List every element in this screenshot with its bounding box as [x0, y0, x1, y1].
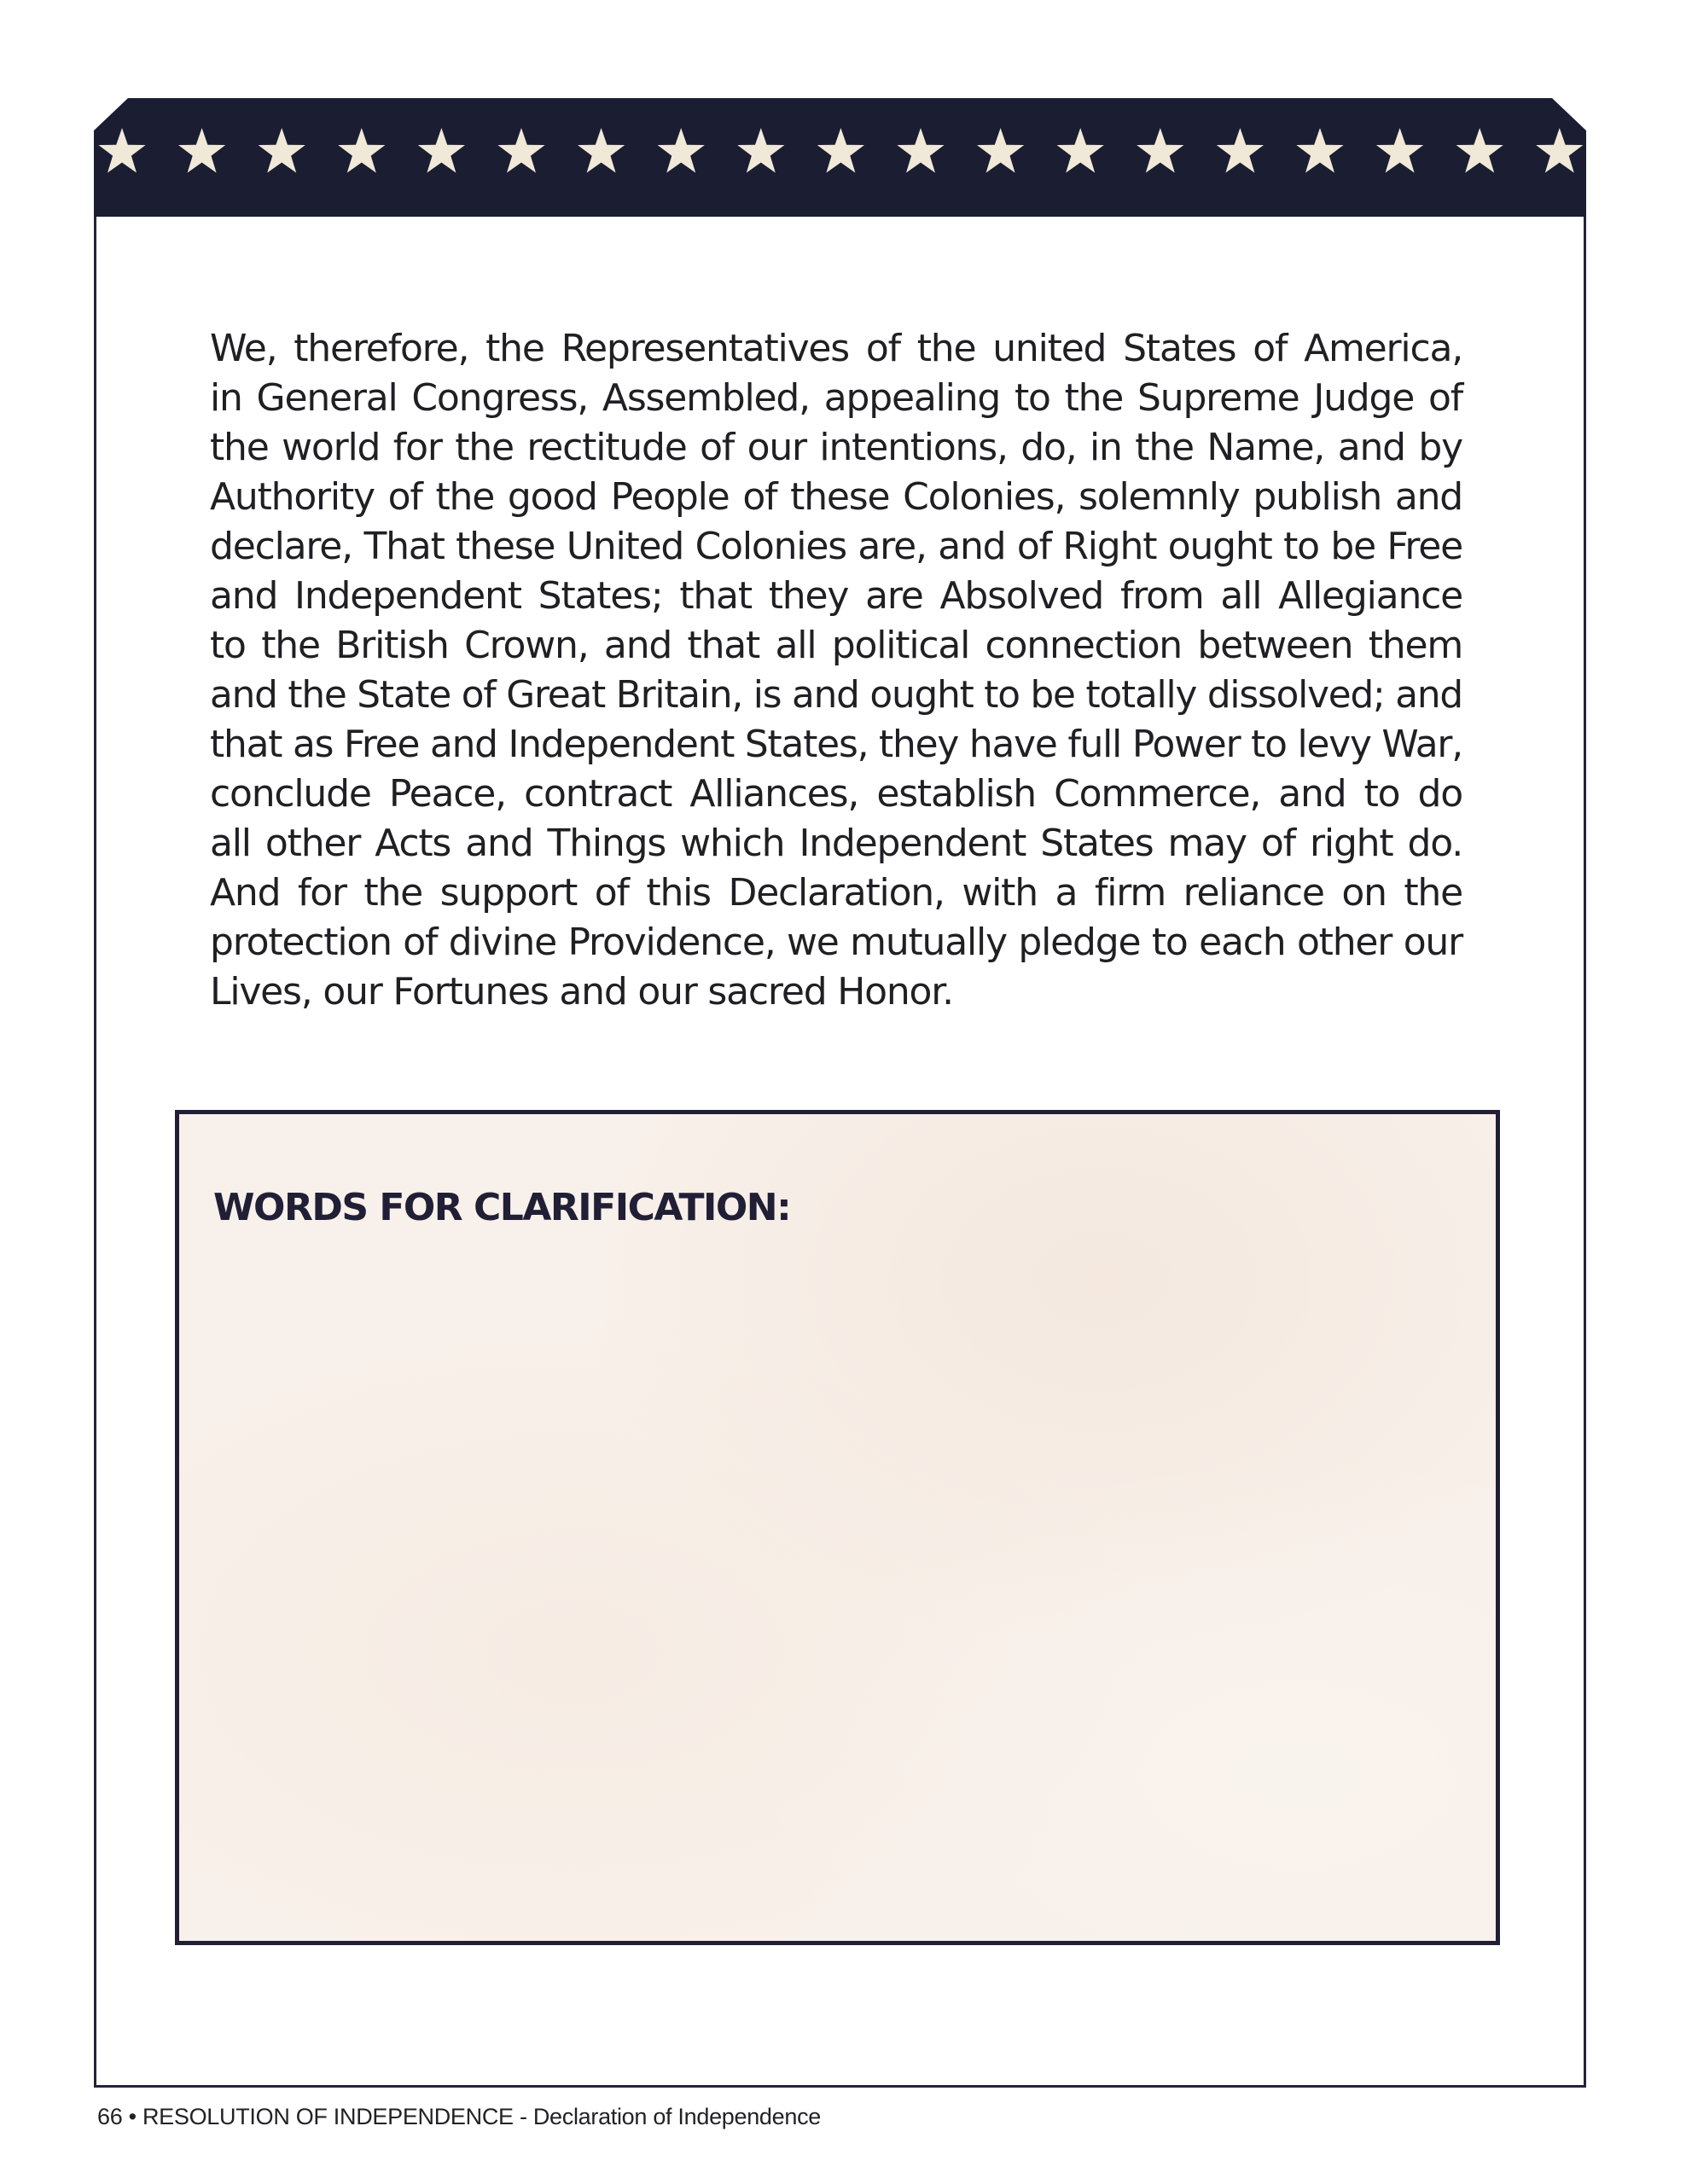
paragraph-line: all other Acts and Things which Independent States may of right do.: [210, 822, 1462, 865]
star-icon: [897, 128, 944, 173]
stars-row: [94, 98, 1586, 217]
paragraph-line: to the British Crown, and that all political connection between them: [210, 624, 1462, 667]
star-icon: [977, 128, 1024, 173]
star-icon: [418, 128, 465, 173]
star-icon: [1376, 128, 1423, 173]
star-icon: [1217, 128, 1264, 173]
paragraph-line: Authority of the good People of these Colonies, solemnly publish and: [210, 475, 1462, 519]
star-banner: [94, 98, 1586, 217]
star-icon: [1296, 128, 1343, 173]
paragraph-line: and Independent States; that they are Absolved from all Allegiance: [210, 574, 1462, 618]
words-box-heading: WORDS FOR CLARIFICATION:: [213, 1186, 791, 1229]
paragraph-line: declare, That these United Colonies are, and of Right ought to be Free: [210, 525, 1462, 568]
paragraph-line: the world for the rectitude of our intentions, do, in the Name, and by: [210, 426, 1462, 469]
star-icon: [1536, 128, 1583, 173]
star-icon: [338, 128, 385, 173]
star-icon: [259, 128, 305, 173]
star-icon: [178, 128, 225, 173]
paragraph-line: Lives, our Fortunes and our sacred Honor.: [210, 970, 953, 1014]
paragraph-line: in General Congress, Assembled, appealing to the Supreme Judge of: [210, 376, 1462, 420]
star-icon: [737, 128, 784, 173]
star-icon: [497, 128, 544, 173]
page-footer: 66 • RESOLUTION OF INDEPENDENCE - Declaration of Independence: [97, 2104, 821, 2129]
paragraph-line: protection of divine Providence, we mutually pledge to each other our: [210, 921, 1462, 964]
star-icon: [1137, 128, 1183, 173]
star-icon: [1456, 128, 1503, 173]
star-icon: [817, 128, 864, 173]
star-icon: [578, 128, 625, 173]
star-icon: [658, 128, 705, 173]
paragraph-line: and the State of Great Britain, is and ought to be totally dissolved; and: [210, 673, 1462, 717]
declaration-paragraph: [210, 324, 1464, 1017]
paragraph-line: We, therefore, the Representatives of the united States of America,: [210, 327, 1462, 370]
words-for-clarification-box[interactable]: [175, 1110, 1500, 1945]
paragraph-line: conclude Peace, contract Alliances, establish Commerce, and to do: [210, 772, 1462, 816]
star-icon: [98, 128, 145, 173]
paragraph-line: And for the support of this Declaration, with a firm reliance on the: [210, 871, 1462, 915]
paragraph-line: that as Free and Independent States, they have full Power to levy War,: [210, 723, 1462, 766]
star-icon: [1057, 128, 1104, 173]
